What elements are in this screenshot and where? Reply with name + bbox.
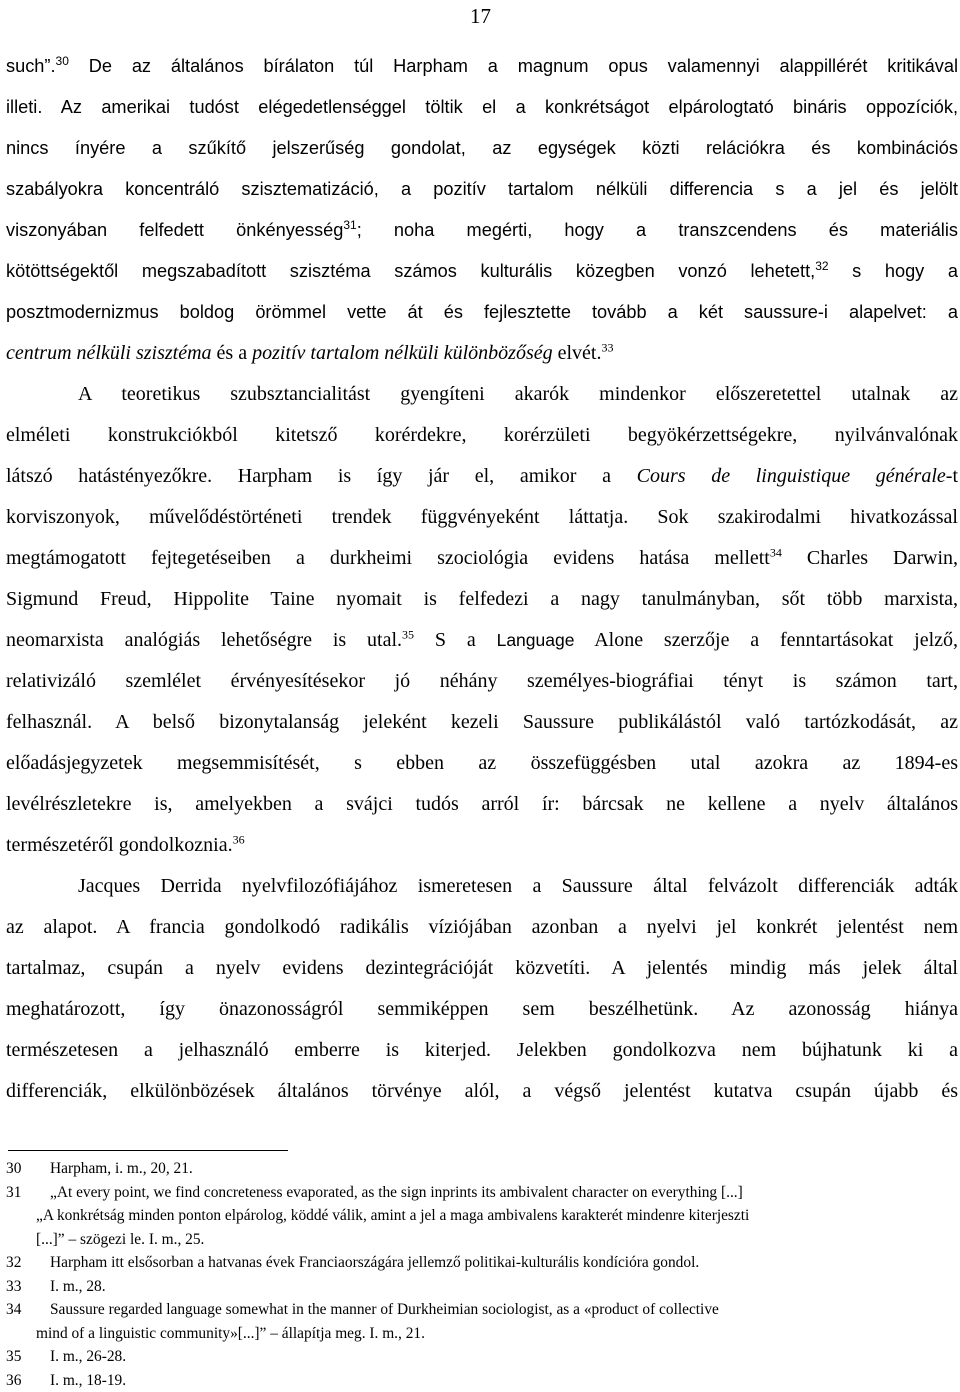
text-line xyxy=(6,538,958,579)
text-line xyxy=(6,210,958,251)
text-line: Sigmund Freud, Hippolite Taine nyomait is felfedezi a nagy tanulmányban, sőt több marxista, xyxy=(6,579,958,620)
footnote-text: Harpham, i. m., 20, 21. xyxy=(50,1160,193,1177)
text-line: nincs ínyére a szűkítő jelszerűség gondolat, az egységek közti relációkra és kombinációs xyxy=(6,128,958,169)
text-line: természetesen a jelhasználó emberre is kiterjed. Jelekben gondolkozva nem bújhatunk ki a xyxy=(6,1030,958,1071)
footnote-36 xyxy=(6,1369,958,1392)
footnote-ref-32[interactable]: 32 xyxy=(815,259,828,273)
footnote-number: 30 xyxy=(6,1157,50,1181)
text-line: posztmodernizmus boldog örömmel vette át és fejlesztette tovább a két saussure-i alapelvet: a xyxy=(6,292,958,333)
footnote-34 xyxy=(6,1298,958,1322)
page-number: 17 xyxy=(470,4,500,29)
footnote-text: mind of a linguistic community»[...]” – állapítja meg. I. m., 21. xyxy=(36,1325,425,1342)
footnote-ref-33[interactable]: 33 xyxy=(601,340,613,354)
text-line xyxy=(6,333,958,374)
footnote-number: 34 xyxy=(6,1298,50,1322)
footnote-text: I. m., 26-28. xyxy=(50,1348,126,1365)
text-run: látszó hatástényezőkre. Harpham is így jár el, amikor a xyxy=(6,465,637,487)
footnote-number: 35 xyxy=(6,1345,50,1369)
text-line: előadásjegyzetek megsemmisítését, s ebben az összefüggésben utal azokra az 1894-es xyxy=(6,743,958,784)
text-line: Jacques Derrida nyelvfilozófiájához ismeretesen a Saussure által felvázolt differenciák adták xyxy=(6,866,958,907)
footnote-text: „At every point, we find concreteness evaporated, as the sign inprints its ambivalent character on everything [...] xyxy=(50,1184,743,1201)
footnote-32 xyxy=(6,1251,958,1275)
footnote-35 xyxy=(6,1345,958,1369)
text-run: viszonyában felfedett önkényesség xyxy=(6,220,343,240)
text-line: illeti. Az amerikai tudóst elégedetlenséggel töltik el a konkrétságot elpárologtató bináris oppozíciók, xyxy=(6,87,958,128)
text-run: Charles Darwin, xyxy=(782,547,958,569)
footnote-number: 32 xyxy=(6,1251,50,1275)
footnote-number: 31 xyxy=(6,1181,50,1205)
text-run: S a xyxy=(414,629,497,651)
text-line: szabályokra koncentráló szisztematizáció, a pozitív tartalom nélküli differencia s a jel és jelölt xyxy=(6,169,958,210)
text-line: elméleti konstrukciókból kitetsző korérdekre, korérzületi begyökérzettségekre, nyilvánvalónak xyxy=(6,415,958,456)
footnote-ref-30[interactable]: 30 xyxy=(56,54,69,68)
footnote-30 xyxy=(6,1157,958,1181)
text-run: megtámogatott fejtegetéseiben a durkheimi szociológia evidens hatása mellett xyxy=(6,547,770,569)
footnote-ref-31[interactable]: 31 xyxy=(343,218,356,232)
text-line: differenciák, elkülönbözések általános törvénye alól, a végső jelentést kutatva csupán újabb és xyxy=(6,1071,958,1112)
footnote-ref-35[interactable]: 35 xyxy=(402,627,414,641)
footnote-ref-36[interactable]: 36 xyxy=(233,832,245,846)
footnote-33 xyxy=(6,1275,958,1299)
text-line xyxy=(6,251,958,292)
text-run: s hogy a xyxy=(829,261,958,281)
italic-title: Cours de linguistique générale xyxy=(637,465,946,487)
footnote-31 xyxy=(6,1181,958,1205)
footnote-text: Saussure regarded language somewhat in the manner of Durkheimian sociologist, as a «product of collective xyxy=(50,1301,719,1318)
text-line xyxy=(6,456,958,497)
text-run: és a xyxy=(212,342,253,364)
footnote-ref-34[interactable]: 34 xyxy=(770,545,782,559)
text-run: neomarxista analógiás lehetőségre is utal. xyxy=(6,629,402,651)
footnote-separator xyxy=(8,1150,288,1151)
text-run: természetéről gondolkoznia. xyxy=(6,834,233,856)
text-line xyxy=(6,46,958,87)
text-line: relativizáló szemlélet érvényesítésekor jó néhány személyes-biográfiai tényt is számon tart, xyxy=(6,661,958,702)
text-line: korviszonyok, művelődéstörténeti trendek függvényeként láttatja. Sok szakirodalmi hivatkozással xyxy=(6,497,958,538)
text-line: meghatározott, így önazonosságról semmiképpen sem beszélhetünk. Az azonosság hiánya xyxy=(6,989,958,1030)
text-line: levélrészletekre is, amelyekben a svájci tudós arról ír: bárcsak ne kellene a nyelv általános xyxy=(6,784,958,825)
text-run: Alone szerzője a fenntartásokat jelző, xyxy=(574,629,958,651)
text-line: A teoretikus szubsztancialitást gyengíteni akarók mindenkor előszeretettel utalnak az xyxy=(6,374,958,415)
text-run: ; noha megérti, hogy a transzcendens és materiális xyxy=(357,220,958,240)
text-line: az alapot. A francia gondolkodó radikális víziójában azonban a nyelvi jel konkrét jelentést nem xyxy=(6,907,958,948)
text-run: Language xyxy=(497,630,575,650)
italic-term: pozitív tartalom nélküli különbözőség xyxy=(252,342,553,364)
footnote-text: I. m., 28. xyxy=(50,1278,106,1295)
text-run: kötöttségektől megszabadított szisztéma számos kulturális közegben vonzó lehetett, xyxy=(6,261,815,281)
footnote-number: 33 xyxy=(6,1275,50,1299)
text-run: such”. xyxy=(6,56,56,76)
body-text xyxy=(6,46,958,1112)
italic-term: centrum nélküli szisztéma xyxy=(6,342,212,364)
footnote-31-continued xyxy=(6,1228,958,1252)
footnote-text: „A konkrétság minden ponton elpárolog, köddé válik, amint a jel a maga ambivalens karakterét mindenre kiterjeszti xyxy=(36,1207,749,1224)
text-line: tartalmaz, csupán a nyelv evidens dezintegrációját közvetíti. A jelentés mindig más jelek által xyxy=(6,948,958,989)
text-line xyxy=(6,620,958,661)
footnote-text: Harpham itt elsősorban a hatvanas évek Franciaországára jellemző politikai-kulturális kondícióra gondol. xyxy=(50,1254,699,1271)
footnote-31-continued xyxy=(6,1204,958,1228)
footnote-text: I. m., 18-19. xyxy=(50,1372,126,1389)
footnote-34-continued xyxy=(6,1322,958,1346)
text-run: De az általános bírálaton túl Harpham a magnum opus valamennyi alappillérét kritikával xyxy=(69,56,958,76)
footnotes xyxy=(6,1157,958,1392)
text-run: elvét. xyxy=(553,342,602,364)
footnote-number: 36 xyxy=(6,1369,50,1392)
text-line xyxy=(6,825,958,866)
footnote-text: [...]” – szögezi le. I. m., 25. xyxy=(36,1231,204,1248)
text-run: -t xyxy=(946,465,958,487)
text-line: felhasznál. A belső bizonytalanság jeleként kezeli Saussure publikálástól való tartózkodását, az xyxy=(6,702,958,743)
